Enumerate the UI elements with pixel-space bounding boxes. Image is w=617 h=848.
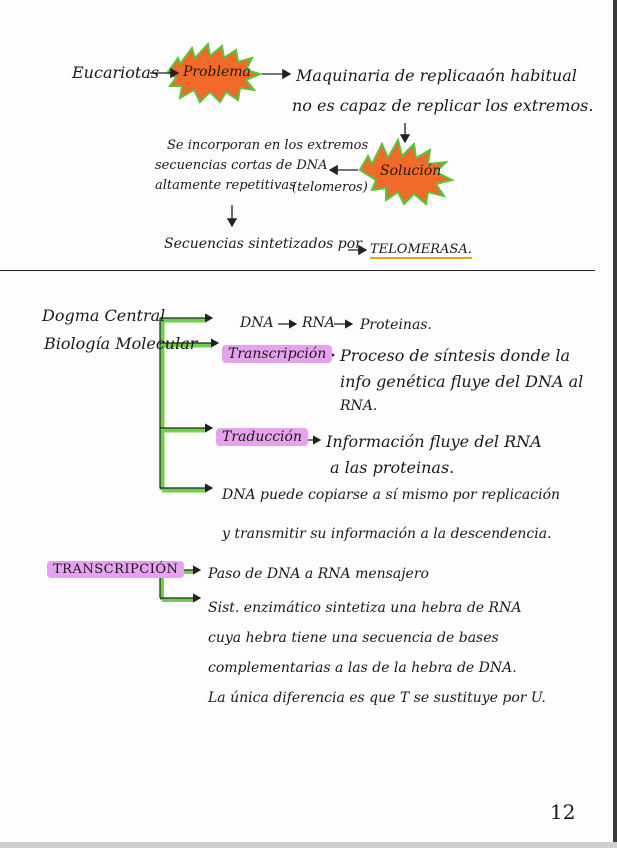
dogma-line-1: Dogma Central xyxy=(42,306,166,325)
problema-label: Problema xyxy=(183,64,251,80)
eucariotas-label: Eucariotas xyxy=(72,63,160,82)
proceso-line-2: info genética fluye del DNA al xyxy=(340,372,584,391)
telomeros-label: (telomeros) xyxy=(292,180,368,195)
sintetizados-label: Secuencias sintetizados por xyxy=(164,236,362,252)
paso-label: Paso de DNA a RNA mensajero xyxy=(208,566,429,582)
solucion-label: Solución xyxy=(380,163,442,179)
dogma-line-2: Biología Molecular xyxy=(44,334,198,353)
transcripcion-highlight: Transcripción xyxy=(222,345,332,363)
page-number: 12 xyxy=(550,800,576,824)
sist-line-2: cuya hebra tiene una secuencia de bases xyxy=(208,630,499,646)
proceso-line-1: Proceso de síntesis donde la xyxy=(340,346,570,365)
incorporan-line-2: secuencias cortas de DNA xyxy=(155,158,328,173)
dna-puede-line-1: DNA puede copiarse a sí mismo por replicación xyxy=(222,487,561,503)
proceso-line-3: RNA. xyxy=(340,398,378,414)
dna-label: DNA xyxy=(240,315,274,331)
incorporan-line-3: altamente repetitivas xyxy=(155,178,296,193)
section-divider xyxy=(0,270,595,271)
transcripcion-title: TRANSCRIPCIÓN xyxy=(47,561,184,578)
telomerasa-label: TELOMERASA. xyxy=(370,242,472,257)
sist-line-3: complementarias a las de la hebra de DNA. xyxy=(208,660,517,676)
informacion-line-1: Información fluye del RNA xyxy=(326,432,542,451)
incorporan-line-1: Se incorporan en los extremos xyxy=(167,138,369,153)
dna-puede-line-2: y transmitir su información a la descendencia. xyxy=(222,526,552,542)
maquinaria-line-2: no es capaz de replicar los extremos. xyxy=(292,96,594,115)
sist-line-4: La única diferencia es que T se sustituye por U. xyxy=(208,690,546,706)
maquinaria-line-1: Maquinaria de replicaaón habitual xyxy=(296,66,577,85)
proteinas-label: Proteinas. xyxy=(360,317,432,333)
sist-line-1: Sist. enzimático sintetiza una hebra de RNA xyxy=(208,600,522,616)
rna-label: RNA xyxy=(302,315,335,331)
informacion-line-2: a las proteinas. xyxy=(330,458,455,477)
traduccion-highlight: Traducción xyxy=(216,428,308,446)
